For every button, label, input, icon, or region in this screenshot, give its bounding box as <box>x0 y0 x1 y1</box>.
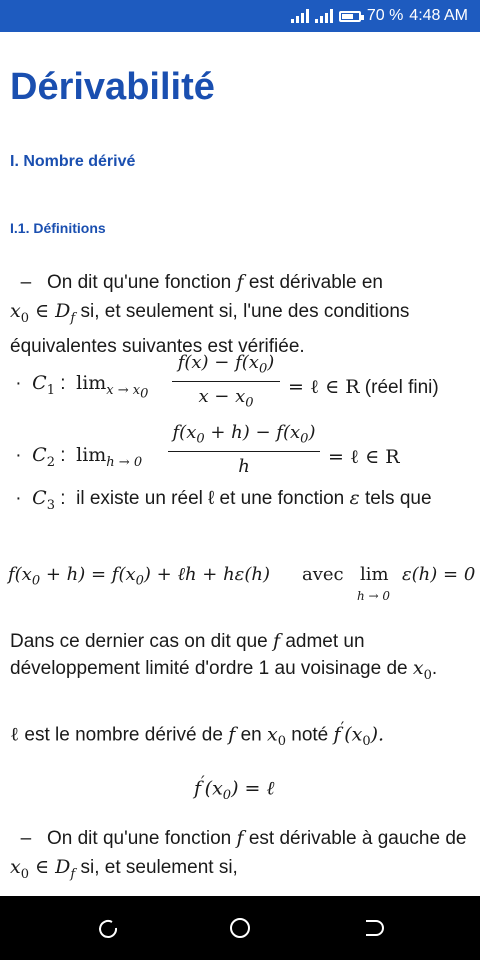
back-icon[interactable] <box>362 916 386 940</box>
document-content[interactable]: Dérivabilité I. Nombre dérivé I.1. Définitions – On dit qu'une fonction f est dérivable en $x_0$ ∈ $D_f$ si, et seulement si, l'une des conditions équivalentes suivantes est vérifiée. · $C_1$ : $\lim_{x \to x_0}$ $f(x) - f(x_0)$ $x - x_0$ = ℓ ∈ R (réel fini) · $C_2$ : $\lim_{h \to 0}$ $f(x_0 + h) - f(x_0)$ h = ℓ ∈ R · $C_3$ : il existe un réel ℓ et une fonction ε tels que $f(x_0 + h) = f(x_0)$ + ℓh + hε(h) avec lim h → 0 ε(h) = 0 Dans ce dernier cas on dit que f admet un développement limité d'ordre 1 au voisinage de $x_0$. ℓ est le nombre dérivé de f en $x_0$ noté $f'(x_0)$. $f'(x_0)$ = ℓ – On dit qu'une fonction f est dérivable à gauche de $x_0$ ∈ $D_f$ si, et seulement si, <box>0 32 480 896</box>
battery-percent: 70 % <box>366 7 404 24</box>
page-title: Dérivabilité <box>10 66 215 108</box>
recent-apps-icon[interactable] <box>96 916 120 940</box>
derivable-gauche-paragraph: – On dit qu'une fonction f est dérivable à gauche de $x_0$ ∈ $D_f$ si, et seulement si, <box>10 827 467 882</box>
dash-bullet: – <box>20 828 32 849</box>
developpement-paragraph: Dans ce dernier cas on dit que f admet un développement limité d'ordre 1 au voisinage de $x_0$. <box>10 630 438 683</box>
status-icons <box>291 7 468 25</box>
nombre-derive-paragraph: ℓ est le nombre dérivé de f en $x_0$ noté $f'(x_0)$. <box>10 718 385 750</box>
subsection-heading: I.1. Définitions <box>10 220 106 236</box>
status-time: 4:48 AM <box>409 7 468 24</box>
equation-derivee: $f'(x_0)$ = ℓ <box>194 772 275 804</box>
signal-icon <box>291 9 309 23</box>
home-icon[interactable] <box>228 916 252 940</box>
section-heading: I. Nombre dérivé <box>10 153 136 170</box>
condition-c3: · $C_3$ : il existe un réel ℓ et une fonction ε tels que <box>15 487 432 513</box>
fraction-c2: $f(x_0 + h) - f(x_0)$ h <box>168 422 320 477</box>
status-bar <box>0 0 480 32</box>
dash-bullet: – <box>20 272 32 293</box>
signal-icon-2 <box>315 9 333 23</box>
navigation-bar <box>0 896 480 960</box>
battery-icon <box>339 11 361 22</box>
definition-paragraph: – On dit qu'une fonction f est dérivable en $x_0$ ∈ $D_f$ si, et seulement si, l'une des conditions équivalentes suivantes est vérifiée. <box>10 271 410 357</box>
fraction-c1: $f(x) - f(x_0)$ $x - x_0$ <box>172 352 280 410</box>
